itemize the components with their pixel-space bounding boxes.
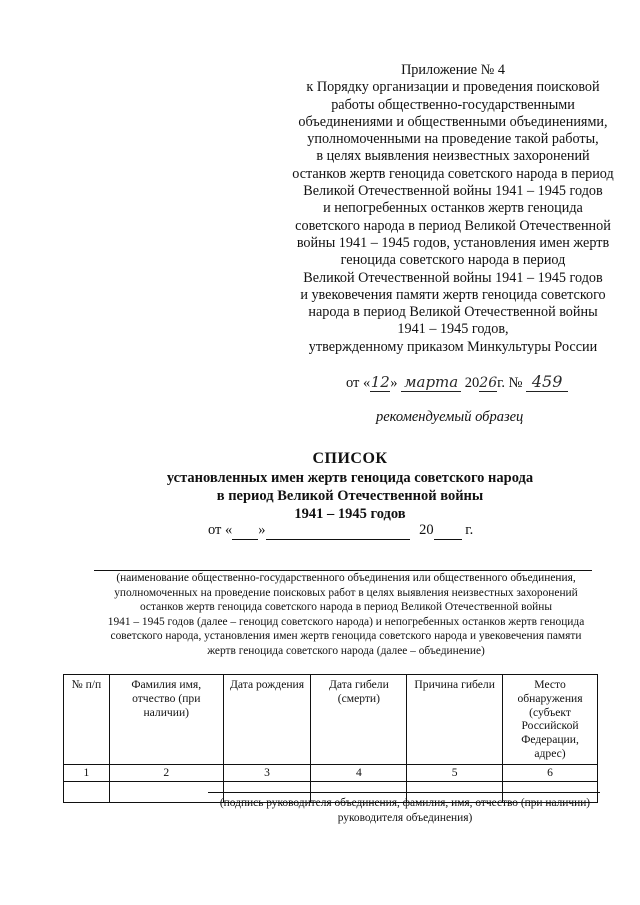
appendix-line: работы общественно-государственными [331,96,575,113]
appendix-line: и непогребенных останков жертв геноцида [323,200,583,217]
from-prefix: от « [208,522,233,538]
column-number: 2 [109,764,223,781]
appendix-line: народа в период Великой Отечественной войны [308,304,598,321]
day-blank [232,522,258,540]
order-year-prefix: 20 [464,375,480,391]
title-line: 1941 – 1945 годов [294,506,406,522]
appendix-line: Приложение № 4 [401,62,505,78]
appendix-line: советского народа в период Великой Отечественной [295,217,611,234]
header-death-date: Дата гибели (смерти) [311,675,407,765]
order-date-line [346,372,568,392]
column-number: 6 [503,764,598,781]
order-prefix: от « [346,375,371,391]
title-heading: СПИСОК [312,450,388,467]
header-birth-date: Дата рождения [223,675,311,765]
order-year-suffix: 26 [479,375,498,391]
order-number: 459 [526,372,568,392]
victims-table [63,674,598,803]
appendix-line: Великой Отечественной войны 1941 – 1945 годов [303,183,603,200]
appendix-header [268,62,638,356]
year-blank [434,522,462,540]
table-cell [64,781,110,802]
signature-caption [200,796,610,826]
appendix-line: утвержденному приказом Минкультуры России [308,338,598,355]
caption-line: (подпись руководителя объединения, фамилия, имя, отчество (при наличии) [219,797,591,809]
appendix-line: Великой Отечественной войны 1941 – 1945 годов [303,269,603,286]
order-number-prefix: г. № [497,375,523,391]
appendix-line: и увековечения памяти жертв геноцида советского [300,286,606,303]
column-number-row [64,764,598,781]
caption-line: уполномоченных на проведение поисковых работ в целях выявления неизвестных захоронений [114,586,578,599]
header-discovery-place: Место обнаружения (субъект Российской Федерации, адрес) [503,675,598,765]
title-line: установленных имен жертв геноцида советского народа [166,470,534,486]
sample-label: рекомендуемый образец [376,409,524,425]
appendix-line: в целях выявления неизвестных захоронений [316,148,590,165]
appendix-line: войны 1941 – 1945 годов, установления имен жертв [296,234,610,251]
table-header-row [64,675,598,765]
title-line: в период Великой Отечественной войны [216,488,484,504]
from-suffix: г. [465,522,474,538]
caption-line: жертв геноцида советского народа (далее – объединение) [207,644,485,657]
appendix-line: геноцида советского народа в период [340,252,566,269]
header-death-cause: Причина гибели [407,675,503,765]
list-date-line [208,522,473,540]
order-month: марта [401,373,461,392]
signature-rule [208,792,600,793]
order-day: 12 [370,373,390,391]
header-full-name: Фамилия имя, отчество (при наличии) [109,675,223,765]
appendix-line: останков жертв геноцида советского народа в период [292,165,614,182]
organization-caption [86,571,606,659]
caption-line: 1941 – 1945 годов (далее – геноцид советского народа) и непогребенных останков жертв геноцида [107,615,585,628]
column-number: 5 [407,764,503,781]
caption-line: советского народа, установления имен жертв геноцида советского народа и увековечения памяти [110,630,582,643]
caption-line: (наименование общественно-государственного объединения или общественного объединения, [116,572,576,584]
list-title [90,449,610,523]
column-number: 4 [311,764,407,781]
appendix-line: объединениями и общественными объединениями, [298,113,608,130]
order-mid: » [390,375,398,391]
appendix-line: уполномоченными на проведение такой работы, [307,131,599,148]
month-blank [266,522,410,540]
column-number: 3 [223,764,311,781]
header-number: № п/п [64,675,110,765]
column-number: 1 [64,764,110,781]
appendix-line: 1941 – 1945 годов, [397,321,509,338]
appendix-line: к Порядку организации и проведения поисковой [306,79,600,96]
caption-line: руководителя объединения) [337,812,473,824]
from-mid: » [258,522,266,538]
from-year: 20 [419,522,434,538]
caption-line: останков жертв геноцида советского народа в период Великой Отечественной войны [139,601,553,614]
